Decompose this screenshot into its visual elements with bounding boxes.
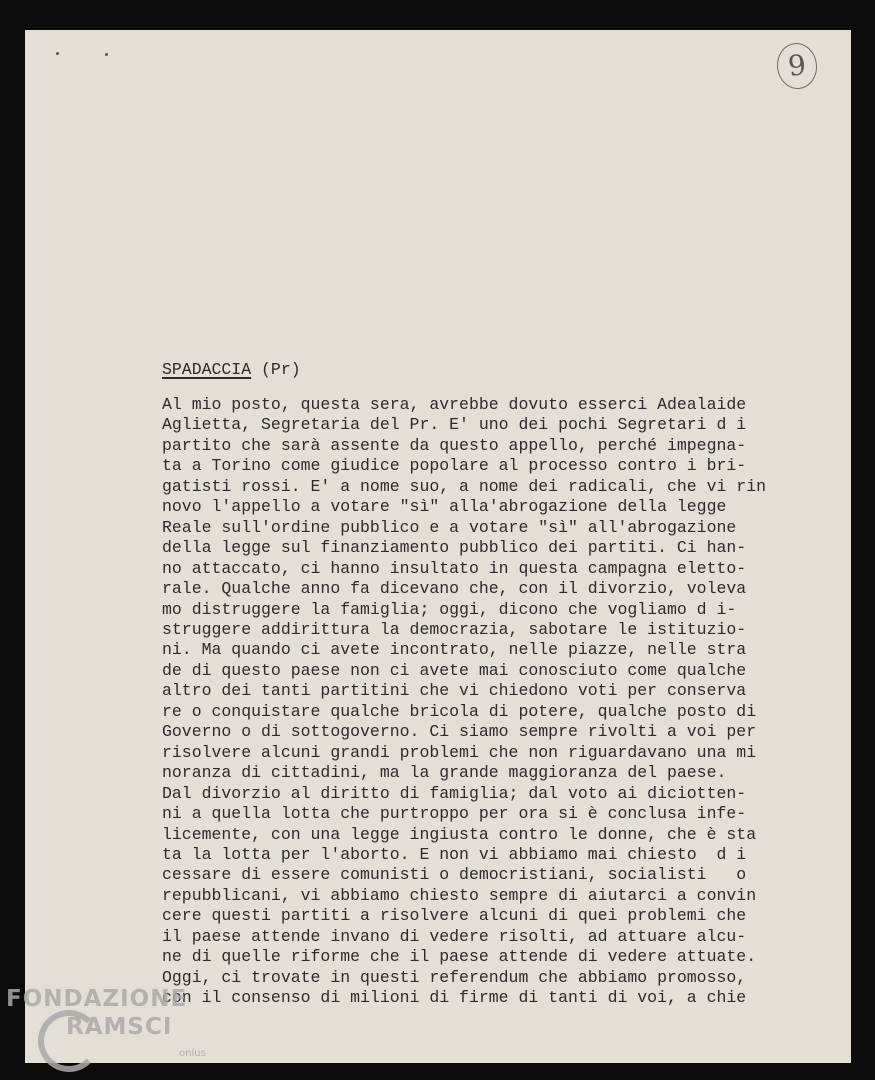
text-line: struggere addirittura la democrazia, sabotare le istituzio- [162, 619, 747, 639]
text-line: con il consenso di milioni di firme di tanti di voi, a chie [162, 988, 747, 1008]
text-line: il paese attende invano di vedere risolti, ad attuare alcu- [162, 926, 747, 946]
page-number: 9 [775, 41, 820, 91]
watermark-line1: FONDAZIONE [6, 986, 188, 1012]
text-line: re o conquistare qualche bricola di potere, qualche posto di [162, 701, 757, 721]
speech-body [162, 395, 792, 1009]
watermark-suffix: onlus [179, 1048, 206, 1059]
text-line: cessare di essere comunisti o democristiani, socialisti o [162, 865, 747, 885]
text-line: noranza di cittadini, ma la grande maggioranza del paese. [162, 763, 727, 783]
text-line: Oggi, ci trovate in questi referendum che abbiamo promosso, [162, 967, 747, 987]
paper-speck [56, 52, 59, 55]
text-line: gatisti rossi. E' a nome suo, a nome dei radicali, che vi rin [162, 476, 766, 496]
text-line: altro dei tanti partitini che vi chiedono voti per conserva [162, 681, 747, 701]
text-line: mo distruggere la famiglia; oggi, dicono che vogliamo d i- [162, 599, 737, 619]
text-line: Reale sull'ordine pubblico e a votare "sì" all'abrogazione [162, 517, 737, 537]
text-line: novo l'appello a votare "sì" alla'abrogazione della legge [162, 497, 727, 517]
text-line: ta la lotta per l'aborto. E non vi abbiamo mai chiesto d i [162, 844, 747, 864]
text-line: ne di quelle riforme che il paese attende di vedere attuate. [162, 947, 757, 967]
text-line: no attaccato, ci hanno insultato in questa campagna eletto- [162, 558, 747, 578]
text-line: Governo o di sottogoverno. Ci siamo sempre rivolti a voi per [162, 722, 757, 742]
text-line: partito che sarà assente da questo appello, perché impegna- [162, 435, 747, 455]
speaker-heading [162, 360, 301, 379]
text-line: licemente, con una legge ingiusta contro le donne, che è sta [162, 824, 757, 844]
text-line: cere questi partiti a risolvere alcuni di quei problemi che [162, 906, 747, 926]
text-line: Aglietta, Segretaria del Pr. E' uno dei pochi Segretari d i [162, 415, 747, 435]
text-line: della legge sul finanziamento pubblico dei partiti. Ci han- [162, 538, 747, 558]
text-line: Al mio posto, questa sera, avrebbe dovuto esserci Adealaide [162, 395, 747, 414]
text-line: de di questo paese non ci avete mai conosciuto come qualche [162, 660, 747, 680]
text-line: ta a Torino come giudice popolare al processo contro i bri- [162, 456, 747, 476]
watermark-logo [6, 984, 221, 1076]
text-line: Dal divorzio al diritto di famiglia; dal voto ai diciotten- [162, 783, 747, 803]
text-line: ni. Ma quando ci avete incontrato, nelle piazze, nelle stra [162, 640, 747, 660]
text-line: ni a quella lotta che purtroppo per ora si è conclusa infe- [162, 804, 747, 824]
watermark-line2: RAMSCI [66, 1014, 173, 1040]
text-line: repubblicani, vi abbiamo chiesto sempre di aiutarci a convin [162, 885, 757, 905]
speaker-name: SPADACCIA [162, 360, 252, 379]
text-line: risolvere alcuni grandi problemi che non riguardavano una mi [162, 742, 757, 762]
text-line: rale. Qualche anno fa dicevano che, con il divorzio, voleva [162, 579, 747, 599]
speaker-party: (Pr) [261, 360, 301, 379]
paper-speck [105, 53, 108, 56]
